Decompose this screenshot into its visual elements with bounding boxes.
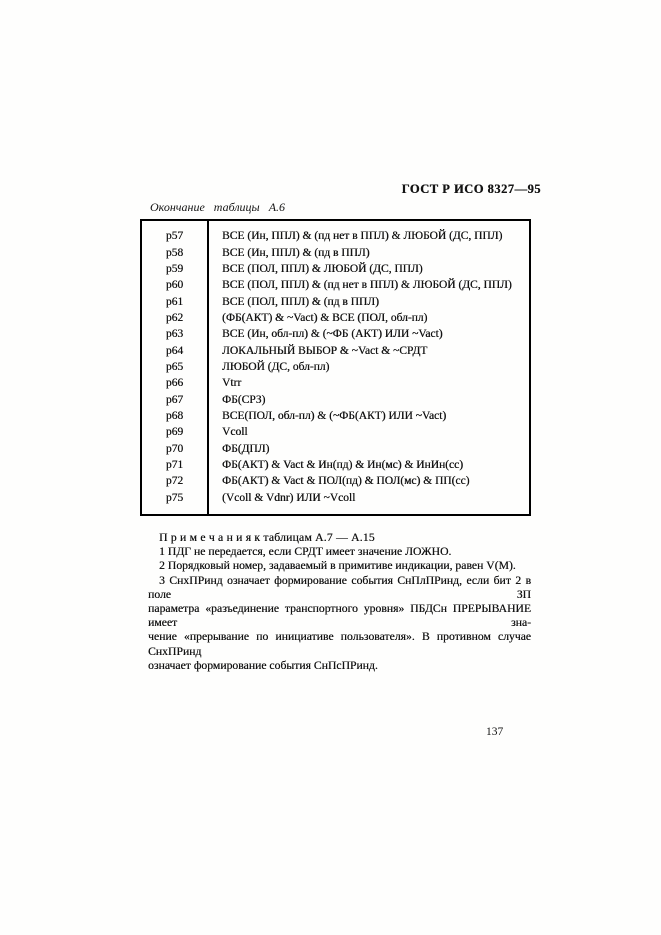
predicate-id-cell: p63	[165, 328, 184, 341]
predicate-id-cell: p67	[165, 393, 184, 406]
table-a6	[140, 219, 531, 516]
predicate-id-cell: p59	[165, 262, 184, 275]
table-row	[142, 424, 529, 440]
note-3-line-2: параметра «разъединение транспортного уровня» ПБДСн ПРЕРЫВАНИЕ имеет зна-	[148, 602, 531, 630]
table-row	[142, 391, 529, 407]
table-row	[142, 359, 529, 375]
table-row	[142, 457, 529, 473]
predicate-expr-cell: ФБ(ДПЛ)	[222, 442, 270, 455]
table-row	[142, 490, 529, 506]
predicate-id-cell: p65	[165, 360, 184, 373]
note-3-line-4: означает формирование события СнПсПРинд.	[148, 658, 378, 672]
table-column-divider	[207, 221, 209, 514]
predicate-id-cell: p57	[165, 230, 184, 243]
table-row	[142, 277, 529, 293]
predicate-expr-cell: ЛОКАЛЬНЫЙ ВЫБОР & ~Vact & ~СРДТ	[222, 344, 428, 357]
page-number: 137	[486, 726, 504, 738]
predicate-expr-cell: ФБ(АКТ) & Vact & Ин(пд) & Ин(мс) & ИнИн(сс)	[222, 458, 463, 471]
predicate-id-cell: p61	[165, 295, 184, 308]
predicate-expr-cell: Vtrr	[222, 377, 242, 390]
notes-block	[148, 531, 531, 673]
predicate-id-cell: p68	[165, 409, 184, 422]
predicate-id-cell: p71	[165, 458, 184, 471]
table-row	[142, 261, 529, 277]
predicate-expr-cell: (ФБ(АКТ) & ~Vact) & ВСЕ (ПОЛ, обл-пл)	[222, 311, 428, 324]
predicate-id-cell: p69	[165, 426, 184, 439]
predicate-expr-cell: Vcoll	[222, 426, 248, 439]
predicate-expr-cell: ВСЕ (Ин, обл-пл) & (~ФБ (АКТ) ИЛИ ~Vact)	[222, 328, 443, 341]
predicate-id-cell: p66	[165, 377, 184, 390]
table-caption: Окончание таблицы А.6	[150, 200, 286, 214]
predicate-expr-cell: ВСЕ(ПОЛ, обл-пл) & (~ФБ(АКТ) ИЛИ ~Vact)	[222, 409, 447, 422]
predicate-id-cell: p58	[165, 246, 184, 259]
table-row	[142, 293, 529, 309]
table-row	[142, 473, 529, 489]
table-row	[142, 408, 529, 424]
table-row	[142, 342, 529, 358]
note-2: 2 Порядковый номер, задаваемый в примитиве индикации, равен V(M).	[159, 559, 516, 573]
predicate-id-cell: p62	[165, 311, 184, 324]
predicate-expr-cell: (Vcoll & Vdnr) ИЛИ ~Vcoll	[222, 491, 356, 504]
table-row	[142, 326, 529, 342]
table-row	[142, 440, 529, 456]
predicate-expr-cell: ФБ(СРЗ)	[222, 393, 266, 406]
predicate-expr-cell: ВСЕ (Ин, ППЛ) & (пд нет в ППЛ) & ЛЮБОЙ (ДС, ППЛ)	[222, 230, 503, 243]
predicate-expr-cell: ВСЕ (ПОЛ, ППЛ) & ЛЮБОЙ (ДС, ППЛ)	[222, 262, 423, 275]
table-row	[142, 228, 529, 244]
predicate-expr-cell: ВСЕ (Ин, ППЛ) & (пд в ППЛ)	[222, 246, 370, 259]
predicate-id-cell: p72	[165, 475, 184, 488]
table-row	[142, 244, 529, 260]
table-row	[142, 310, 529, 326]
note-3-line-3: чение «прерывание по инициативе пользователя». В противном случае СнхПРинд	[148, 630, 531, 658]
table-row	[142, 375, 529, 391]
predicate-expr-cell: ФБ(АКТ) & Vact & ПОЛ(пд) & ПОЛ(мс) & ПП(сс)	[222, 475, 470, 488]
standard-number-header: ГОСТ Р ИСО 8327—95	[401, 182, 541, 196]
predicate-id-cell: p60	[165, 279, 184, 292]
note-1: 1 ПДГ не передается, если СРДТ имеет значение ЛОЖНО.	[159, 545, 452, 559]
predicate-expr-cell: ВСЕ (ПОЛ, ППЛ) & (пд нет в ППЛ) & ЛЮБОЙ (ДС, ППЛ)	[222, 279, 512, 292]
notes-heading: П р и м е ч а н и я к таблицам А.7 — А.15	[159, 531, 375, 544]
note-3-line-1: 3 СнхПРинд означает формирование события СнПлПРинд, если бит 2 в поле ЗП	[148, 573, 531, 601]
predicate-id-cell: p64	[165, 344, 184, 357]
predicate-expr-cell: ВСЕ (ПОЛ, ППЛ) & (пд в ППЛ)	[222, 295, 379, 308]
predicate-id-cell: p75	[165, 491, 184, 504]
predicate-id-cell: p70	[165, 442, 184, 455]
predicate-expr-cell: ЛЮБОЙ (ДС, обл-пл)	[222, 360, 330, 373]
